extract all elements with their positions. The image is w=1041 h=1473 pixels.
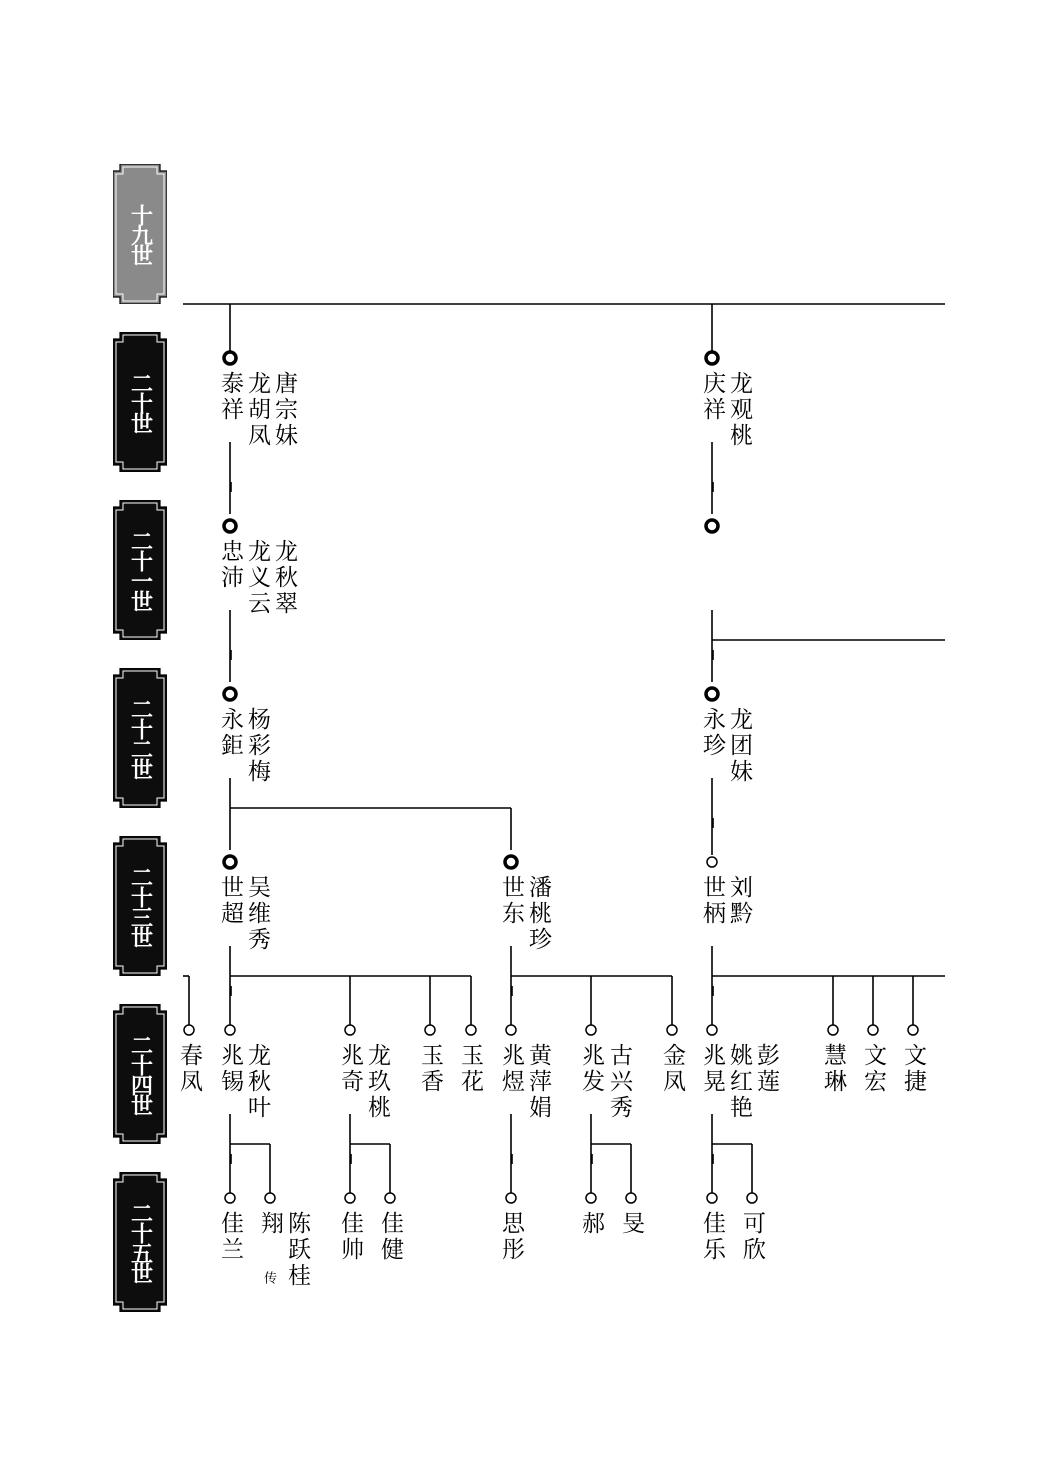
spouse-zhaoqi: 龙玖桃	[364, 1043, 390, 1121]
person-taixiang: 泰祥	[217, 371, 243, 423]
spouse-shidong: 潘桃珍	[525, 875, 551, 953]
person-hao: 郝	[578, 1211, 604, 1237]
node-zhaoxi	[225, 1025, 235, 1035]
node-qingxiang	[706, 352, 718, 364]
person-jialan: 佳兰	[217, 1211, 243, 1263]
spouse-shibing: 刘黔	[726, 875, 752, 927]
person-yuhua: 玉花	[457, 1043, 483, 1095]
gen-25-label: 二十五世	[127, 1202, 153, 1282]
node-zhaohuang	[707, 1025, 717, 1035]
node-jinfeng	[667, 1025, 677, 1035]
person-zhaoqi: 兆奇	[337, 1043, 363, 1095]
spouse-taixiang-b: 唐宗妹	[271, 371, 297, 449]
spouse-zhaoxi: 龙秋叶	[244, 1043, 270, 1121]
node-yan	[626, 1193, 636, 1203]
gen-19-label: 十九世	[127, 204, 153, 264]
person-jiajian: 佳健	[377, 1211, 403, 1263]
node-shibing	[707, 857, 717, 867]
node-yuxiang	[425, 1025, 435, 1035]
person-chunfeng: 春凤	[176, 1043, 202, 1095]
person-jinfeng: 金凤	[659, 1043, 685, 1095]
person-shidong: 世东	[498, 875, 524, 927]
person-shichao: 世超	[217, 875, 243, 927]
person-zhongpei: 忠沛	[217, 539, 243, 591]
gen-21-box	[113, 500, 167, 640]
gen-24-label: 二十四世	[127, 1034, 153, 1114]
node-zhongpei	[224, 520, 236, 532]
person-shibing: 世柄	[699, 875, 725, 927]
spouse-qingxiang: 龙观桃	[726, 371, 752, 449]
node-wenjie	[908, 1025, 918, 1035]
spouse-xiang: 陈跃桂	[284, 1211, 310, 1289]
gen-22-box	[113, 668, 167, 808]
node-kexin	[747, 1193, 757, 1203]
person-zhaoxi: 兆锡	[217, 1043, 243, 1095]
gen-24-box	[113, 1004, 167, 1144]
node-jiajian	[385, 1193, 395, 1203]
person-zhaofa: 兆发	[578, 1043, 604, 1095]
node-wenhong	[868, 1025, 878, 1035]
node-hao	[586, 1193, 596, 1203]
spouse-yongzhen: 龙团妹	[726, 707, 752, 785]
person-kexin: 可欣	[739, 1211, 765, 1263]
node-shichao	[224, 856, 236, 868]
spouse-yongju: 杨彩梅	[244, 707, 270, 785]
node-zhaoqi	[345, 1025, 355, 1035]
node-shidong	[505, 856, 517, 868]
spouse-zhongpei-b: 龙秋翠	[271, 539, 297, 617]
person-qingxiang: 庆祥	[699, 371, 725, 423]
person-sitong: 思彤	[498, 1211, 524, 1263]
gen-20-label: 二十世	[127, 372, 153, 432]
gen-23-box	[113, 836, 167, 976]
person-wenhong: 文宏	[860, 1043, 886, 1095]
gen-25-box	[113, 1172, 167, 1312]
gen-21-label: 二十一世	[127, 530, 153, 610]
spouse-zhaohuang-b: 彭莲	[753, 1043, 779, 1095]
note-xiang: 传	[261, 1271, 276, 1284]
node-zhaofa	[586, 1025, 596, 1035]
gen-20-box	[113, 332, 167, 472]
gen-22-label: 二十二世	[127, 698, 153, 778]
node-jialan	[225, 1193, 235, 1203]
node-huilin	[828, 1025, 838, 1035]
spouse-zhaoyu: 黄萍娟	[525, 1043, 551, 1121]
person-yongzhen: 永珍	[699, 707, 725, 759]
spouse-zhaohuang-a: 姚红艳	[726, 1043, 752, 1121]
spouse-zhaofa: 古兴秀	[606, 1043, 632, 1121]
person-jiale: 佳乐	[699, 1211, 725, 1263]
person-huilin: 慧琳	[820, 1043, 846, 1095]
person-jiashuai: 佳帅	[337, 1211, 363, 1263]
node-sitong	[506, 1193, 516, 1203]
node-jiashuai	[345, 1193, 355, 1203]
person-wenjie: 文捷	[900, 1043, 926, 1095]
node-chunfeng	[184, 1025, 194, 1035]
node-xiang	[265, 1193, 275, 1203]
node-qingxiang-child	[706, 520, 718, 532]
person-zhaoyu: 兆煜	[498, 1043, 524, 1095]
person-xiang: 翔	[257, 1211, 283, 1237]
node-yongzhen	[706, 688, 718, 700]
spouse-taixiang-a: 龙胡凤	[244, 371, 270, 449]
spouse-shichao: 吴维秀	[244, 875, 270, 953]
gen-23-label: 二十三世	[127, 866, 153, 946]
spouse-zhongpei-a: 龙义云	[244, 539, 270, 617]
node-yuhua	[466, 1025, 476, 1035]
person-yuxiang: 玉香	[417, 1043, 443, 1095]
node-zhaoyu	[506, 1025, 516, 1035]
person-yongju: 永鉅	[217, 707, 243, 759]
person-yan: 旻	[618, 1211, 644, 1237]
gen-19-box	[113, 164, 167, 304]
person-zhaohuang: 兆晃	[699, 1043, 725, 1095]
node-jiale	[707, 1193, 717, 1203]
node-taixiang	[224, 352, 236, 364]
node-yongju	[224, 688, 236, 700]
